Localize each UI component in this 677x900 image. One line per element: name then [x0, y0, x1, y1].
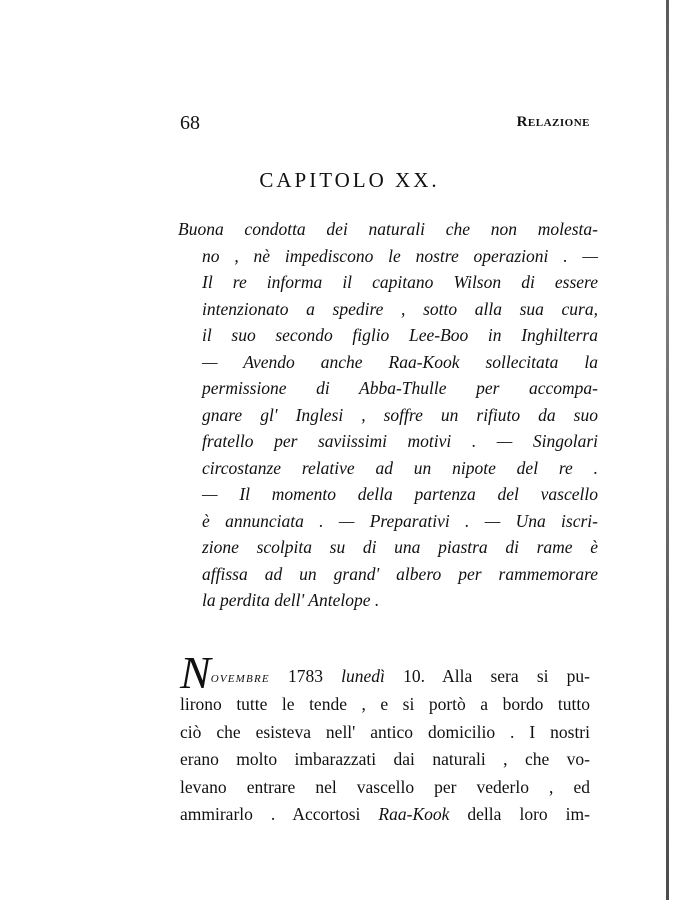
summary-line: fratello per saviissimi motivi . — Singolari: [202, 431, 598, 451]
body-first-line-rest: 10. Alla sera si pu-: [384, 666, 590, 686]
body-line: ciò che esisteva nell' antico domicilio . I nostri: [180, 721, 590, 742]
drop-cap-rest: OVEMBRE: [210, 673, 270, 685]
body-last-line-end: della loro im-: [449, 804, 590, 824]
summary-line: permissione di Abba-Thulle per accompa-: [202, 378, 598, 398]
summary-line: circostanze relative ad un nipote del re .: [202, 457, 598, 478]
summary-line: — Avendo anche Raa-Kook sollecitata la: [202, 351, 598, 372]
body-line: lirono tutte le tende , e si portò a bordo tutto: [180, 694, 590, 714]
summary-line: Buona condotta dei naturali che non molesta-: [178, 219, 598, 239]
summary-line: il suo secondo figlio Lee-Boo in Inghilterra: [202, 325, 598, 345]
body-last-line-start: ammirarlo . Accortosi: [180, 804, 379, 824]
body-text: [180, 647, 590, 829]
body-weekday: lunedì: [341, 666, 385, 686]
chapter-title: CAPITOLO XX.: [259, 168, 440, 192]
summary-line: la perdita dell' Antelope .: [202, 590, 380, 610]
body-name-raa-kook: Raa-Kook: [378, 804, 450, 824]
body-line: levano entrare nel vascello per vederlo , ed: [180, 776, 590, 797]
summary-line: è annunciata . — Preparativi . — Una iscri-: [202, 510, 598, 531]
page-edge-shadow: [666, 0, 669, 900]
body-first-line: [180, 647, 590, 698]
body-last-line: [180, 801, 590, 829]
summary-line: gnare gl' Inglesi , soffre un rifiuto da suo: [202, 404, 598, 425]
chapter-summary: [178, 216, 598, 614]
summary-line: no , nè impediscono le nostre operazioni . —: [202, 245, 598, 266]
body-line: erano molto imbarazzati dai naturali , che vo-: [180, 749, 590, 769]
summary-line: — Il momento della partenza del vascello: [202, 484, 598, 504]
page-header: [180, 112, 590, 136]
body-year: 1783: [269, 666, 342, 686]
running-title: Relazione: [516, 114, 590, 130]
summary-line: Il re informa il capitano Wilson di essere: [202, 272, 598, 292]
drop-cap: N: [180, 647, 211, 698]
page-number: 68: [180, 112, 200, 134]
summary-line: zione scolpita su di una piastra di rame è: [202, 537, 598, 557]
summary-line: intenzionato a spedire , sotto alla sua cura,: [202, 298, 598, 319]
summary-line: affissa ad un grand' albero per rammemorare: [202, 563, 598, 584]
